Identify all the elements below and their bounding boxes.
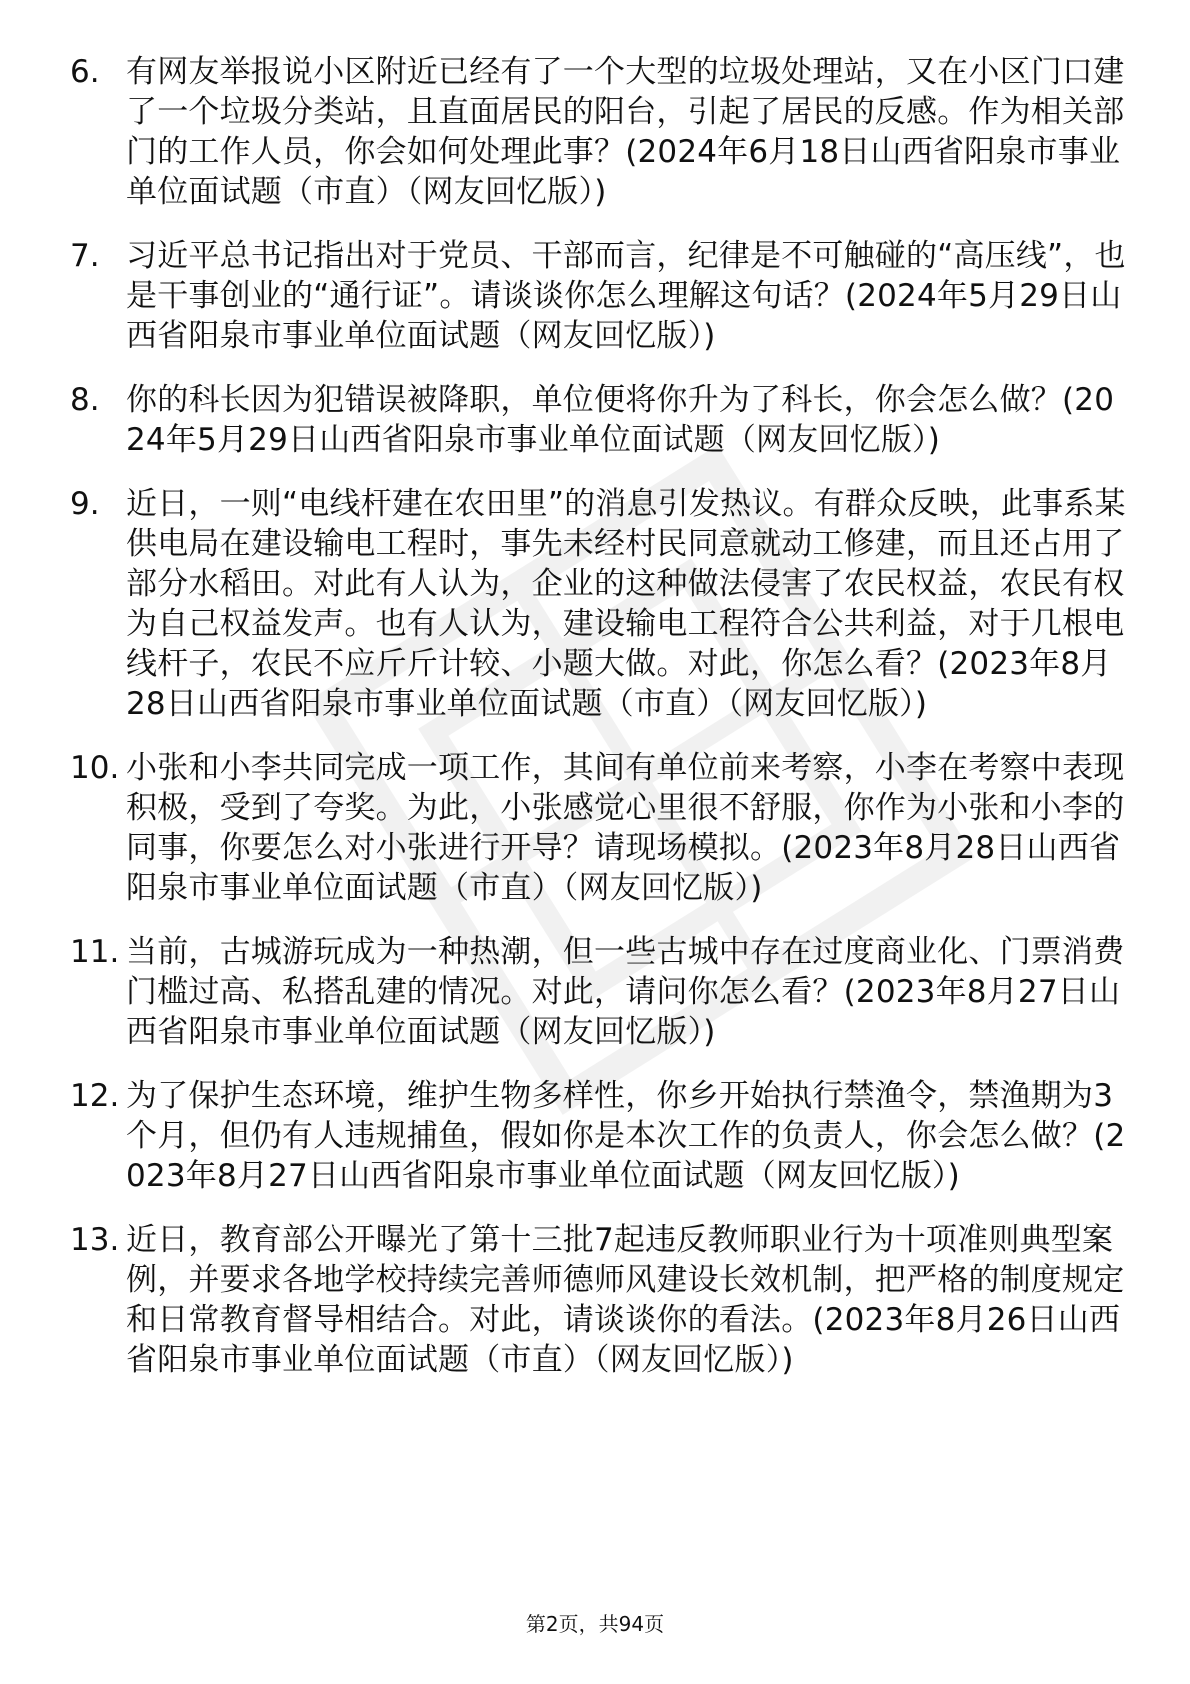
question-text: 近日，一则“电线杆建在农田里”的消息引发热议。有群众反映，此事系某供电局在建设输电工程时，事先未经村民同意就动工修建，而且还占用了部分水稻田。对此有人认为，企业的这种做法侵害了农民权益，农民有权为自己权益发声。也有人认为，建设输电工程符合公共利益，对于几根电线杆子，农民不应斤斤计较、小题大做。对此，你怎么看？(2023年8月28日山西省阳泉市事业单位面试题（市直）（网友回忆版）): [126, 486, 1126, 722]
question-number: 7.: [70, 238, 100, 274]
question-text: 为了保护生态环境，维护生物多样性，你乡开始执行禁渔令，禁渔期为3个月，但仍有人违规捕鱼，假如你是本次工作的负责人，你会怎么做？(2023年8月27日山西省阳泉市事业单位面试题（网友回忆版）): [126, 1078, 1126, 1194]
question-text: 当前，古城游玩成为一种热潮，但一些古城中存在过度商业化、门票消费门槛过高、私搭乱建的情况。对此，请问你怎么看？(2023年8月27日山西省阳泉市事业单位面试题（网友回忆版）): [126, 934, 1125, 1050]
question-item: [70, 1220, 1130, 1380]
question-list: [70, 52, 1130, 1404]
question-number: 6.: [70, 54, 100, 90]
question-number: 11.: [70, 934, 120, 970]
question-item: [70, 52, 1130, 212]
question-text: 小张和小李共同完成一项工作，其间有单位前来考察，小李在考察中表现积极，受到了夸奖。为此，小张感觉心里很不舒服，你作为小张和小李的同事，你要怎么对小张进行开导？请现场模拟。(2023年8月28日山西省阳泉市事业单位面试题（市直）（网友回忆版）): [126, 750, 1125, 906]
question-number: 12.: [70, 1078, 120, 1114]
question-item: [70, 380, 1130, 460]
question-item: [70, 236, 1130, 356]
question-number: 9.: [70, 486, 100, 522]
page-number-label: 第2页，共94页: [525, 1612, 665, 1636]
question-item: [70, 932, 1130, 1052]
question-text: 有网友举报说小区附近已经有了一个大型的垃圾处理站，又在小区门口建了一个垃圾分类站，且直面居民的阳台，引起了居民的反感。作为相关部门的工作人员，你会如何处理此事？(2024年6月18日山西省阳泉市事业单位面试题（市直）（网友回忆版）): [126, 54, 1125, 210]
question-number: 10.: [70, 750, 120, 786]
question-item: [70, 1076, 1130, 1196]
question-text: 你的科长因为犯错误被降职，单位便将你升为了科长，你会怎么做？(2024年5月29日山西省阳泉市事业单位面试题（网友回忆版）): [126, 382, 1115, 458]
question-number: 8.: [70, 382, 100, 418]
question-item: [70, 748, 1130, 908]
question-text: 近日，教育部公开曝光了第十三批7起违反教师职业行为十项准则典型案例，并要求各地学校持续完善师德师风建设长效机制，把严格的制度规定和日常教育督导相结合。对此，请谈谈你的看法。(2023年8月26日山西省阳泉市事业单位面试题（市直）（网友回忆版）): [126, 1222, 1125, 1378]
question-number: 13.: [70, 1222, 120, 1258]
page-footer: [0, 1611, 1190, 1637]
question-text: 习近平总书记指出对于党员、干部而言，纪律是不可触碰的“高压线”，也是干事创业的“通行证”。请谈谈你怎么理解这句话？(2024年5月29日山西省阳泉市事业单位面试题（网友回忆版）): [126, 238, 1126, 354]
question-item: [70, 484, 1130, 724]
